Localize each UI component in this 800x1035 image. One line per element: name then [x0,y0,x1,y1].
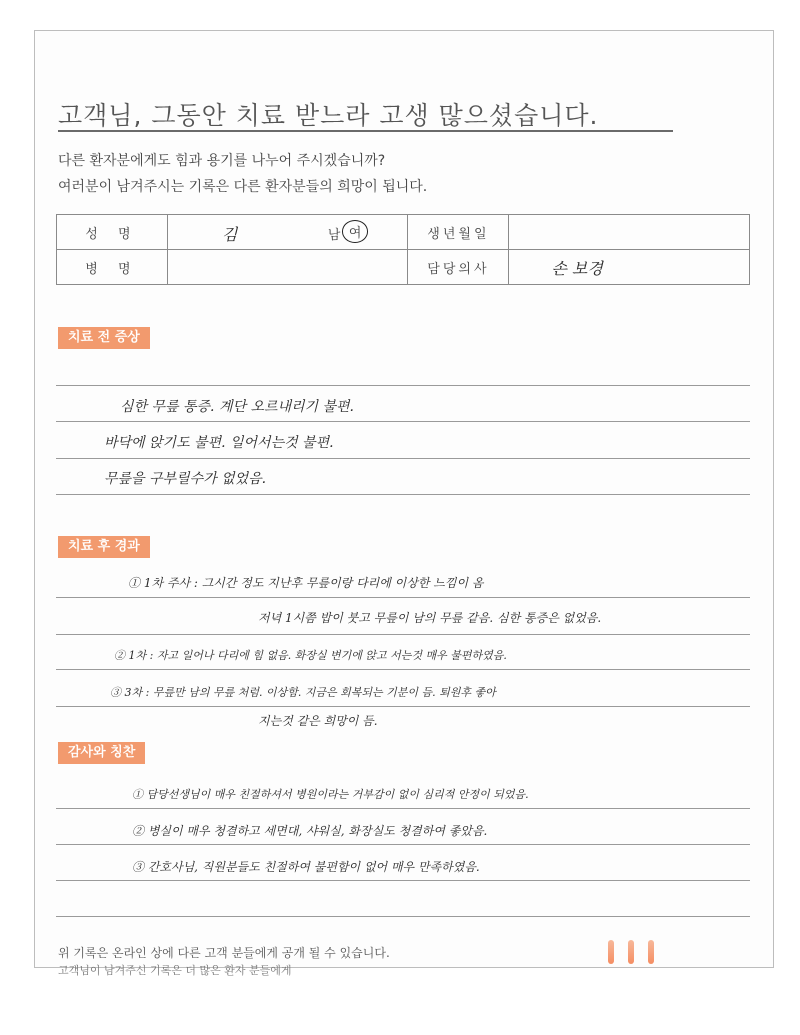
writing-line [56,916,750,917]
writing-line [56,634,750,635]
before-line-2: 바닥에 앉기도 불편. 일어서는것 불편. [104,435,334,451]
writing-line [56,880,750,881]
section-heading-before: 치료 전 증상 [58,327,150,349]
patient-info-table [56,214,750,285]
thanks-line-1: ① 담당선생님이 매우 친절하셔서 병원이라는 거부감이 없이 심리적 안정이 되었음. [132,788,529,801]
disease-label: 병 명 [57,250,168,285]
writing-line [56,458,750,459]
doctor-cell [509,250,750,285]
doctor-label: 담당의사 [408,250,509,285]
writing-line [56,421,750,422]
after-line-3: ② 1차 : 자고 일어나 다리에 힘 없음. 화장실 변기에 앉고 서는것 매우 불편하였음. [114,649,507,662]
decorative-mark [608,940,614,964]
page-title: 고객님, 그동안 치료 받느라 고생 많으셨습니다. [58,101,599,130]
before-line-1: 심한 무릎 통증. 계단 오르내리기 불편. [120,399,355,415]
gender-female-circled: 여 [342,220,369,243]
title-underline [58,130,673,132]
writing-line [56,844,750,845]
thanks-line-3: ③ 간호사님, 직원분들도 친절하여 불편함이 없어 매우 만족하였음. [132,860,480,874]
writing-line [56,669,750,670]
writing-line [56,706,750,707]
after-line-5: 지는것 같은 희망이 듬. [258,714,378,728]
thanks-line-2: ② 병실이 매우 청결하고 세면대, 샤워실, 화장실도 청결하여 좋았음. [132,824,488,838]
birth-value [509,215,750,250]
after-line-4: ③ 3차 : 무릎만 남의 무릎 처럼. 이상함. 지금은 회복되는 기분이 듬. 퇴원후 좋아 [110,686,496,699]
section-heading-after: 치료 후 경과 [58,536,150,558]
doctor-value: 손 보경 [551,259,603,278]
name-value: 김 [221,225,238,244]
writing-line [56,597,750,598]
writing-line [56,494,750,495]
before-line-3: 무릎을 구부릴수가 없었음. [104,471,267,487]
name-label: 성 명 [57,215,168,250]
after-line-1: ① 1차 주사 : 그시간 정도 지난후 무릎이랑 다리에 이상한 느낌이 옴 [128,576,484,590]
birth-label: 생년월일 [408,215,509,250]
decorative-mark [648,940,654,964]
decorative-mark [628,940,634,964]
writing-line [56,385,750,386]
disease-value [167,250,408,285]
section-heading-thanks: 감사와 칭찬 [58,742,145,764]
after-line-2: 저녁 1시쯤 밥이 붓고 무릎이 남의 무릎 같음. 심한 통증은 없었음. [258,611,602,625]
writing-line [56,808,750,809]
subtitle-line-2: 여러분이 남겨주시는 기록은 다른 환자분들의 희망이 됩니다. [58,179,428,195]
subtitle-line-1: 다른 환자분에게도 힘과 용기를 나누어 주시겠습니까? [58,153,386,169]
gender-male: 남 [327,228,341,243]
name-cell [167,215,408,250]
footer-notice: 위 기록은 온라인 상에 다른 고객 분들에게 공개 될 수 있습니다. [58,946,390,960]
footer-notice-cut: 고객님이 남겨주신 기록은 더 많은 환자 분들에게 [58,964,292,977]
